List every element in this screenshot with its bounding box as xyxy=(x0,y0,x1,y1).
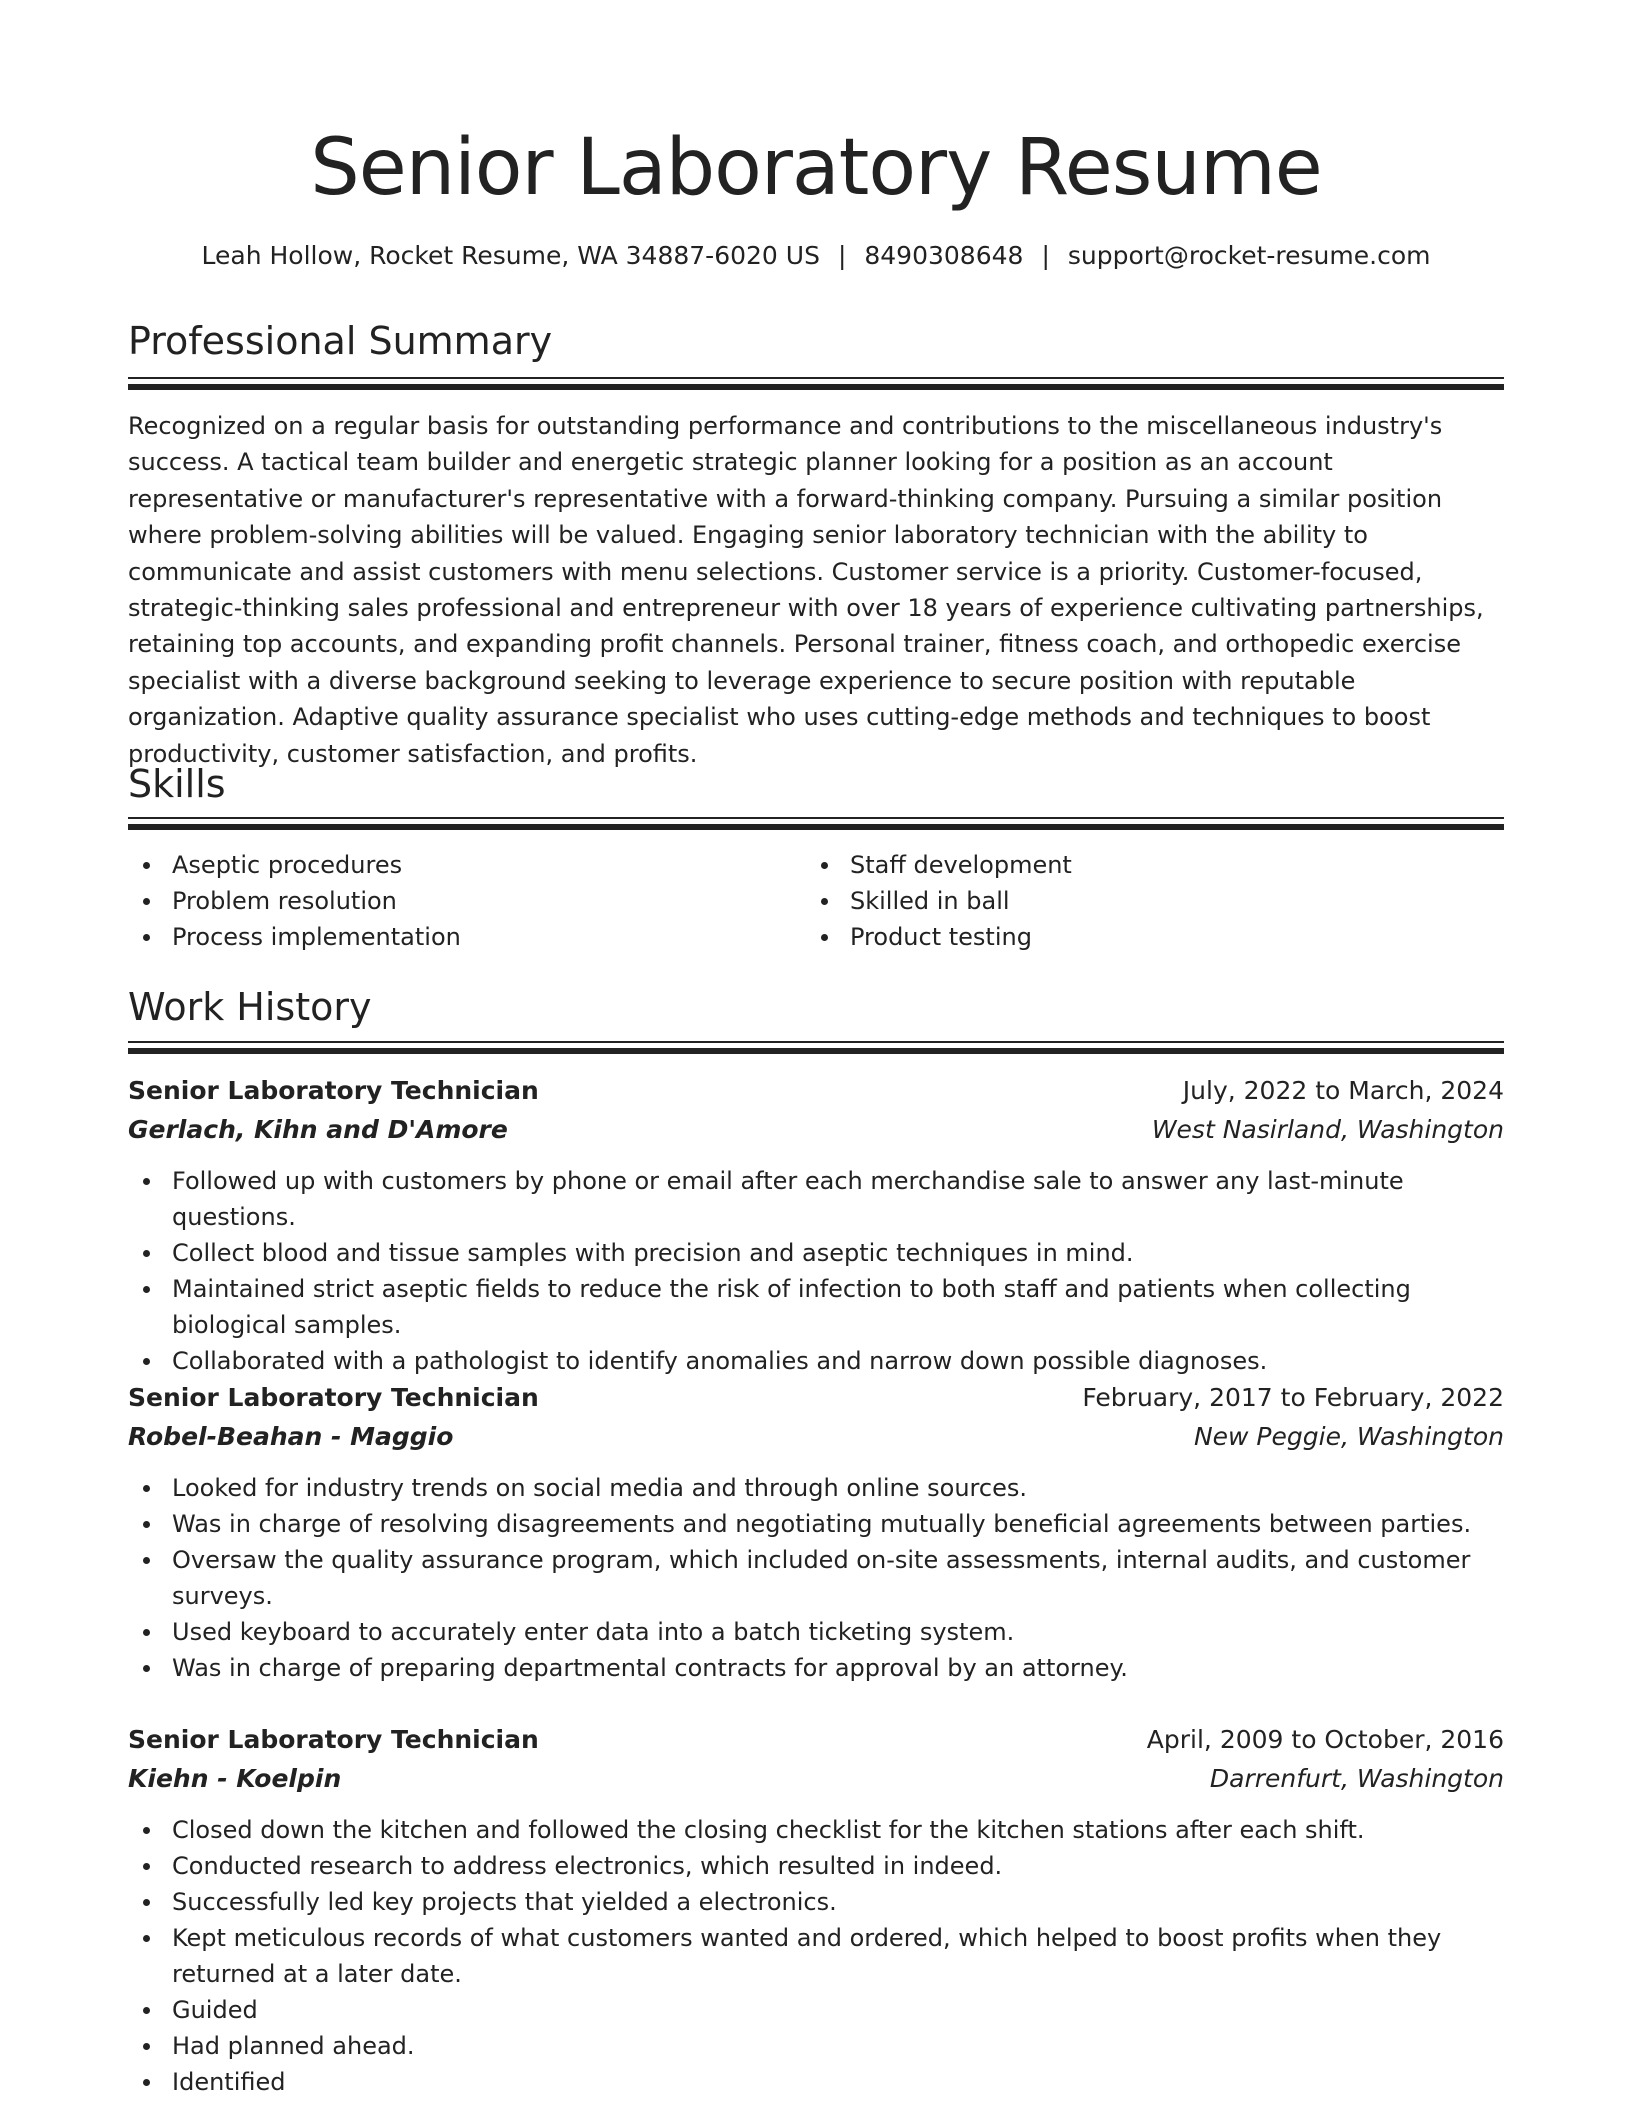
job-role: Senior Laboratory Technician xyxy=(128,1725,539,1754)
job-company: Gerlach, Kihn and D'Amore xyxy=(128,1115,508,1144)
job-bullet: Was in charge of preparing departmental contracts for approval by an attorney. xyxy=(128,1650,1504,1686)
contact-line xyxy=(128,238,1504,274)
job-bullet: Was in charge of resolving disagreements and negotiating mutually beneficial agreements between parties. xyxy=(128,1506,1504,1542)
contact-email: support@rocket-resume.com xyxy=(1067,241,1431,270)
skill-item: Process implementation xyxy=(128,919,768,955)
job-bullet: Collaborated with a pathologist to identify anomalies and narrow down possible diagnoses. xyxy=(128,1343,1504,1379)
section-title: Work History xyxy=(128,985,372,1029)
skills-heading xyxy=(128,759,1504,809)
job-entry xyxy=(128,1379,1504,1686)
job-entry xyxy=(128,1721,1504,2100)
section-title: Professional Summary xyxy=(128,319,553,363)
job-location: New Peggie, Washington xyxy=(1193,1422,1504,1451)
skills-column-left xyxy=(128,847,768,955)
skill-item: Aseptic procedures xyxy=(128,847,768,883)
job-dates: April, 2009 to October, 2016 xyxy=(1146,1725,1504,1754)
job-bullets xyxy=(128,1163,1504,1379)
job-bullets xyxy=(128,1470,1504,1686)
job-bullet: Identified xyxy=(128,2064,1504,2100)
job-role: Senior Laboratory Technician xyxy=(128,1076,539,1105)
resume-page xyxy=(128,0,1504,2112)
summary-heading xyxy=(128,316,1504,366)
job-dates: July, 2022 to March, 2024 xyxy=(1182,1076,1504,1105)
job-bullet: Maintained strict aseptic fields to reduce the risk of infection to both staff and patients when collecting biological samples. xyxy=(128,1271,1504,1343)
job-entry xyxy=(128,1072,1504,1379)
job-company: Robel-Beahan - Maggio xyxy=(128,1422,454,1451)
skill-item: Problem resolution xyxy=(128,883,768,919)
work-heading xyxy=(128,982,1504,1032)
job-role: Senior Laboratory Technician xyxy=(128,1383,539,1412)
job-bullet: Oversaw the quality assurance program, which included on-site assessments, internal audits, and customer surveys. xyxy=(128,1542,1504,1614)
job-bullet: Kept meticulous records of what customers wanted and ordered, which helped to boost profits when they returned at a later date. xyxy=(128,1920,1504,1992)
job-bullet: Collect blood and tissue samples with precision and aseptic techniques in mind. xyxy=(128,1235,1504,1271)
skills-column-right xyxy=(806,847,1446,955)
skills-list-left xyxy=(128,847,768,955)
job-company: Kiehn - Koelpin xyxy=(128,1764,342,1793)
skill-item: Staff development xyxy=(806,847,1446,883)
section-title: Skills xyxy=(128,762,226,806)
job-location: Darrenfurt, Washington xyxy=(1209,1764,1504,1793)
job-bullet: Closed down the kitchen and followed the closing checklist for the kitchen stations after each shift. xyxy=(128,1812,1504,1848)
skills-list-right xyxy=(806,847,1446,955)
job-bullet: Had planned ahead. xyxy=(128,2028,1504,2064)
contact-separator: | xyxy=(1041,241,1050,270)
resume-title: Senior Laboratory Resume xyxy=(310,123,1322,213)
section-divider xyxy=(128,817,1504,831)
job-bullet: Conducted research to address electronics, which resulted in indeed. xyxy=(128,1848,1504,1884)
skill-item: Product testing xyxy=(806,919,1446,955)
contact-address: Leah Hollow, Rocket Resume, WA 34887-6020 US xyxy=(201,241,820,270)
section-divider xyxy=(128,1041,1504,1055)
section-divider xyxy=(128,377,1504,391)
job-bullet: Guided xyxy=(128,1992,1504,2028)
summary-text: Recognized on a regular basis for outstanding performance and contributions to the miscellaneous industry's success. A tactical team builder and energetic strategic planner looking for a position as an account representative or manufacturer's representative with a forward-thinking company. Pursuing a similar position where problem-solving abilities will be valued. Engaging senior laboratory technician with the ability to communicate and assist customers with menu selections. Customer service is a priority. Customer-focused, strategic-thinking sales professional and entrepreneur with over 18 years of experience cultivating partnerships, retaining top accounts, and expanding profit channels. Personal trainer, fitness coach, and orthopedic exercise specialist with a diverse background seeking to leverage experience to secure position with reputable organization. Adaptive quality assurance specialist who uses cutting-edge methods and techniques to boost productivity, customer satisfaction, and profits. xyxy=(128,412,1484,768)
contact-separator: | xyxy=(837,241,847,270)
skill-item: Skilled in ball xyxy=(806,883,1446,919)
job-bullet: Used keyboard to accurately enter data into a batch ticketing system. xyxy=(128,1614,1504,1650)
job-location: West Nasirland, Washington xyxy=(1151,1115,1504,1144)
job-bullet: Successfully led key projects that yielded a electronics. xyxy=(128,1884,1504,1920)
job-dates: February, 2017 to February, 2022 xyxy=(1082,1383,1504,1412)
job-bullet: Looked for industry trends on social media and through online sources. xyxy=(128,1470,1504,1506)
contact-phone: 8490308648 xyxy=(864,241,1024,270)
job-bullet: Followed up with customers by phone or email after each merchandise sale to answer any last-minute questions. xyxy=(128,1163,1504,1235)
job-bullets xyxy=(128,1812,1504,2100)
